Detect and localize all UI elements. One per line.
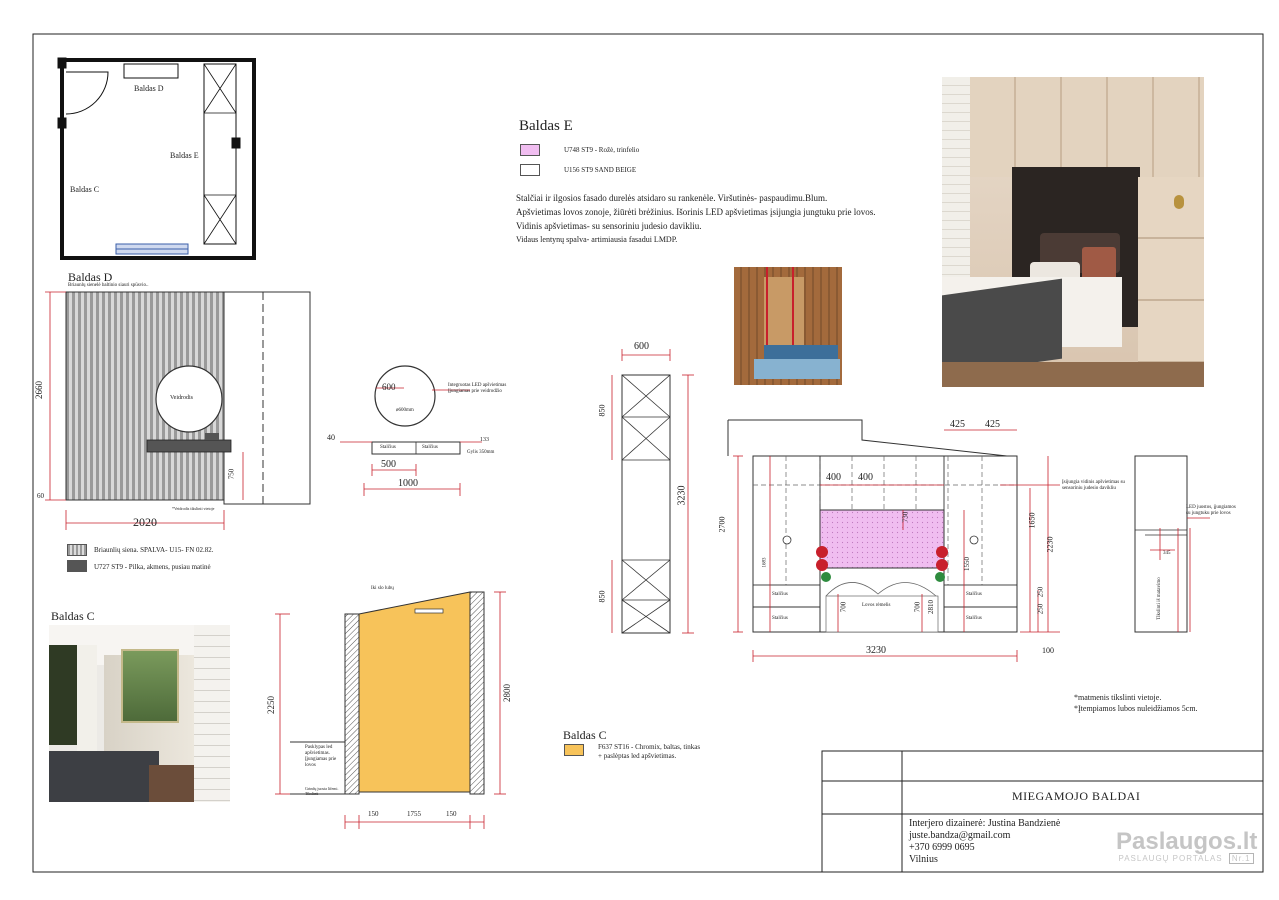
legend-swatch-grey bbox=[67, 560, 87, 572]
baldas-d-note: *Veidrodis tikslinti vietoje bbox=[172, 506, 215, 511]
dim-r6: 700 bbox=[913, 601, 922, 613]
baldas-d-elevation bbox=[45, 292, 310, 530]
dim-d-side: 750 bbox=[227, 468, 236, 480]
elev-drawer-2: Stalčius bbox=[772, 616, 788, 621]
dim-side-total: 3230 bbox=[676, 485, 688, 506]
dim-bottom: 100 bbox=[1042, 646, 1054, 655]
legend-text-yellow-2: + paslėptas led apšvietimas. bbox=[598, 752, 677, 760]
designer-email: juste.bandza@gmail.com bbox=[909, 830, 1011, 841]
mirror-led-label: Integruotas LED apšvietimas Įjungiamas prie veidrodžio bbox=[448, 383, 507, 394]
note-line-2: Apšvietimas lovos zonoje, žiūrėti brėžinius. Išorinis LED apšvietimas įsijungia jungtuku prie lovos. bbox=[516, 207, 876, 217]
dim-inner-left: 400 bbox=[826, 472, 841, 483]
elev-bed-label: Lovos rėmelis bbox=[862, 603, 891, 608]
watermark-badge: Nr.1 bbox=[1229, 853, 1254, 864]
baldas-c-photo-title: Baldas C bbox=[51, 609, 95, 623]
legend-text-yellow: F637 ST16 - Chromix, baltas, tinkas bbox=[598, 743, 701, 751]
dim-height-left: 2700 bbox=[717, 516, 727, 533]
elev-led-right: LED juostos, įjungiamos su jungtuku prie lovos bbox=[1186, 505, 1236, 516]
dim-side-extra: 1683 bbox=[762, 557, 768, 568]
baldas-c-top-label: Iki slo lubų bbox=[371, 586, 394, 591]
mirror-drawer-2: Stalčius bbox=[422, 445, 438, 450]
dim-mirror-total: 1000 bbox=[398, 478, 418, 489]
note-line-1: Stalčiai ir ilgosios fasado durelės atsidaro su rankenėle. Viršutinės- paspaudimu.Blum. bbox=[516, 193, 828, 203]
baldas-c-title: Baldas C bbox=[563, 728, 607, 742]
legend-text-pink: U748 ST9 - Rožė, trinfelio bbox=[564, 146, 640, 154]
dim-r4: 250 bbox=[1036, 586, 1045, 598]
baldas-d-title: Baldas D bbox=[68, 270, 113, 284]
elev-drawer-3: Stalčius bbox=[966, 592, 982, 597]
dim-top-left: 425 bbox=[950, 419, 965, 430]
designer-city: Vilnius bbox=[909, 854, 938, 865]
elev-drawer-4: Stalčius bbox=[966, 616, 982, 621]
designer-name: Interjero dizainerė: Justina Bandzienė bbox=[909, 818, 1061, 829]
dim-mirror-left: 40 bbox=[327, 433, 335, 442]
project-title: MIEGAMOJO BALDAI bbox=[1012, 789, 1141, 803]
dim-r1: 730 bbox=[901, 511, 910, 523]
dim-c-right: 150 bbox=[446, 810, 457, 818]
legend-text-stripes: Briaunlių siena. SPALVA- U15- FN 02.82. bbox=[94, 546, 214, 554]
dim-c-mid: 1755 bbox=[407, 810, 421, 818]
legend-swatch-yellow bbox=[564, 744, 584, 756]
dim-r2: 1550 bbox=[963, 557, 971, 571]
mirror-drawer-1: Stalčius bbox=[380, 445, 396, 450]
dim-d-width: 2020 bbox=[133, 515, 157, 529]
designer-phone: +370 6999 0695 bbox=[909, 842, 975, 853]
legend-swatch-pink bbox=[520, 144, 540, 156]
bedroom-render-photo bbox=[942, 77, 1204, 387]
dim-side-width: 600 bbox=[634, 341, 649, 352]
dim-height-mid: 1650 bbox=[1027, 512, 1037, 529]
elev-drawer-1: Stalčius bbox=[772, 592, 788, 597]
dim-mirror-right: 133 bbox=[480, 437, 489, 443]
dim-total-width: 3230 bbox=[866, 645, 886, 656]
note-line-4: Vidaus lentynų spalva- artimiausia fasadui LMDP. bbox=[516, 235, 678, 244]
watermark-tagline: PASLAUGŲ PORTALAS Nr.1 bbox=[1116, 854, 1256, 863]
elev-led-note: Įsijungia vidinis apšvietimas su sensoriniu judesio davikliu bbox=[1062, 480, 1125, 491]
dim-side-top: 850 bbox=[597, 404, 607, 417]
legend-text-beige: U156 ST9 SAND BEIGE bbox=[564, 166, 637, 174]
baldas-c-render-photo bbox=[49, 625, 230, 802]
baldas-d-subtitle: Briaunlų sienelė baltinio siauri spūsvio.. bbox=[68, 283, 149, 288]
plan-label-c: Baldas C bbox=[70, 185, 100, 194]
legend-text-grey: U727 ST9 - Pilka, akmens, pusiau matinė bbox=[94, 563, 211, 571]
dim-d-height: 2660 bbox=[34, 381, 44, 399]
dim-r7: 2810 bbox=[927, 600, 935, 614]
dim-mirror-shelf: 500 bbox=[381, 459, 396, 470]
dim-side-bottom: 850 bbox=[597, 590, 607, 603]
dim-height-right: 2230 bbox=[1045, 536, 1055, 553]
legend-swatch-stripes bbox=[67, 544, 87, 556]
dim-d-bottom: 60 bbox=[37, 492, 44, 500]
dim-c-total: 2800 bbox=[502, 684, 512, 702]
note-line-3: Vidinis apšvietimas- su sensoriniu judesio davikliu. bbox=[516, 221, 702, 231]
dim-inner-right: 400 bbox=[858, 472, 873, 483]
mirror-label: Veidrodis bbox=[170, 395, 193, 401]
legend-swatch-beige bbox=[520, 164, 540, 176]
mirror-depth: Gylis 350mm bbox=[467, 450, 495, 455]
dim-mirror-dia: 600 bbox=[382, 382, 396, 392]
elev-dim-small: 345 bbox=[1163, 551, 1171, 556]
baldas-e-title: Baldas E bbox=[519, 118, 573, 134]
baldas-c-shelf-label: Pasklypas led apšvietimas. Įjungiamas prie lovos bbox=[305, 745, 337, 768]
dim-r5: 700 bbox=[839, 601, 848, 613]
mirror-inner-label: ø600mm bbox=[396, 408, 414, 413]
baldas-c-bottom-label: Grindų juosta lifemi. Tikslinti bbox=[305, 786, 339, 796]
footnote-2: *Įtempiamos lubos nuleidžiamos 5cm. bbox=[1074, 704, 1198, 713]
reference-photo bbox=[734, 267, 842, 385]
watermark-brand: Paslaugos.lt bbox=[1116, 828, 1258, 855]
dim-c-height: 2250 bbox=[266, 696, 276, 714]
dim-c-left: 150 bbox=[368, 810, 379, 818]
plan-label-d: Baldas D bbox=[134, 84, 164, 93]
main-elevation bbox=[728, 420, 1210, 662]
plan-label-e: Baldas E bbox=[170, 151, 199, 160]
dim-r3: 250 bbox=[1036, 603, 1045, 615]
footnote-1: *matmenis tikslinti vietoje. bbox=[1074, 693, 1162, 702]
watermark-logo bbox=[1116, 828, 1256, 876]
dim-top-right: 425 bbox=[985, 419, 1000, 430]
elev-rail: Tikslinti iš matavimo bbox=[1156, 577, 1162, 620]
